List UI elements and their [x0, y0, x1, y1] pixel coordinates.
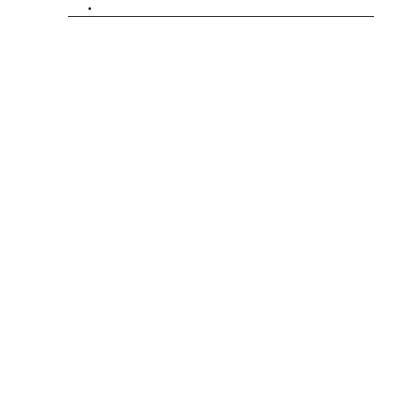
- header-separator: •: [88, 4, 92, 15]
- header-rule: [68, 16, 374, 17]
